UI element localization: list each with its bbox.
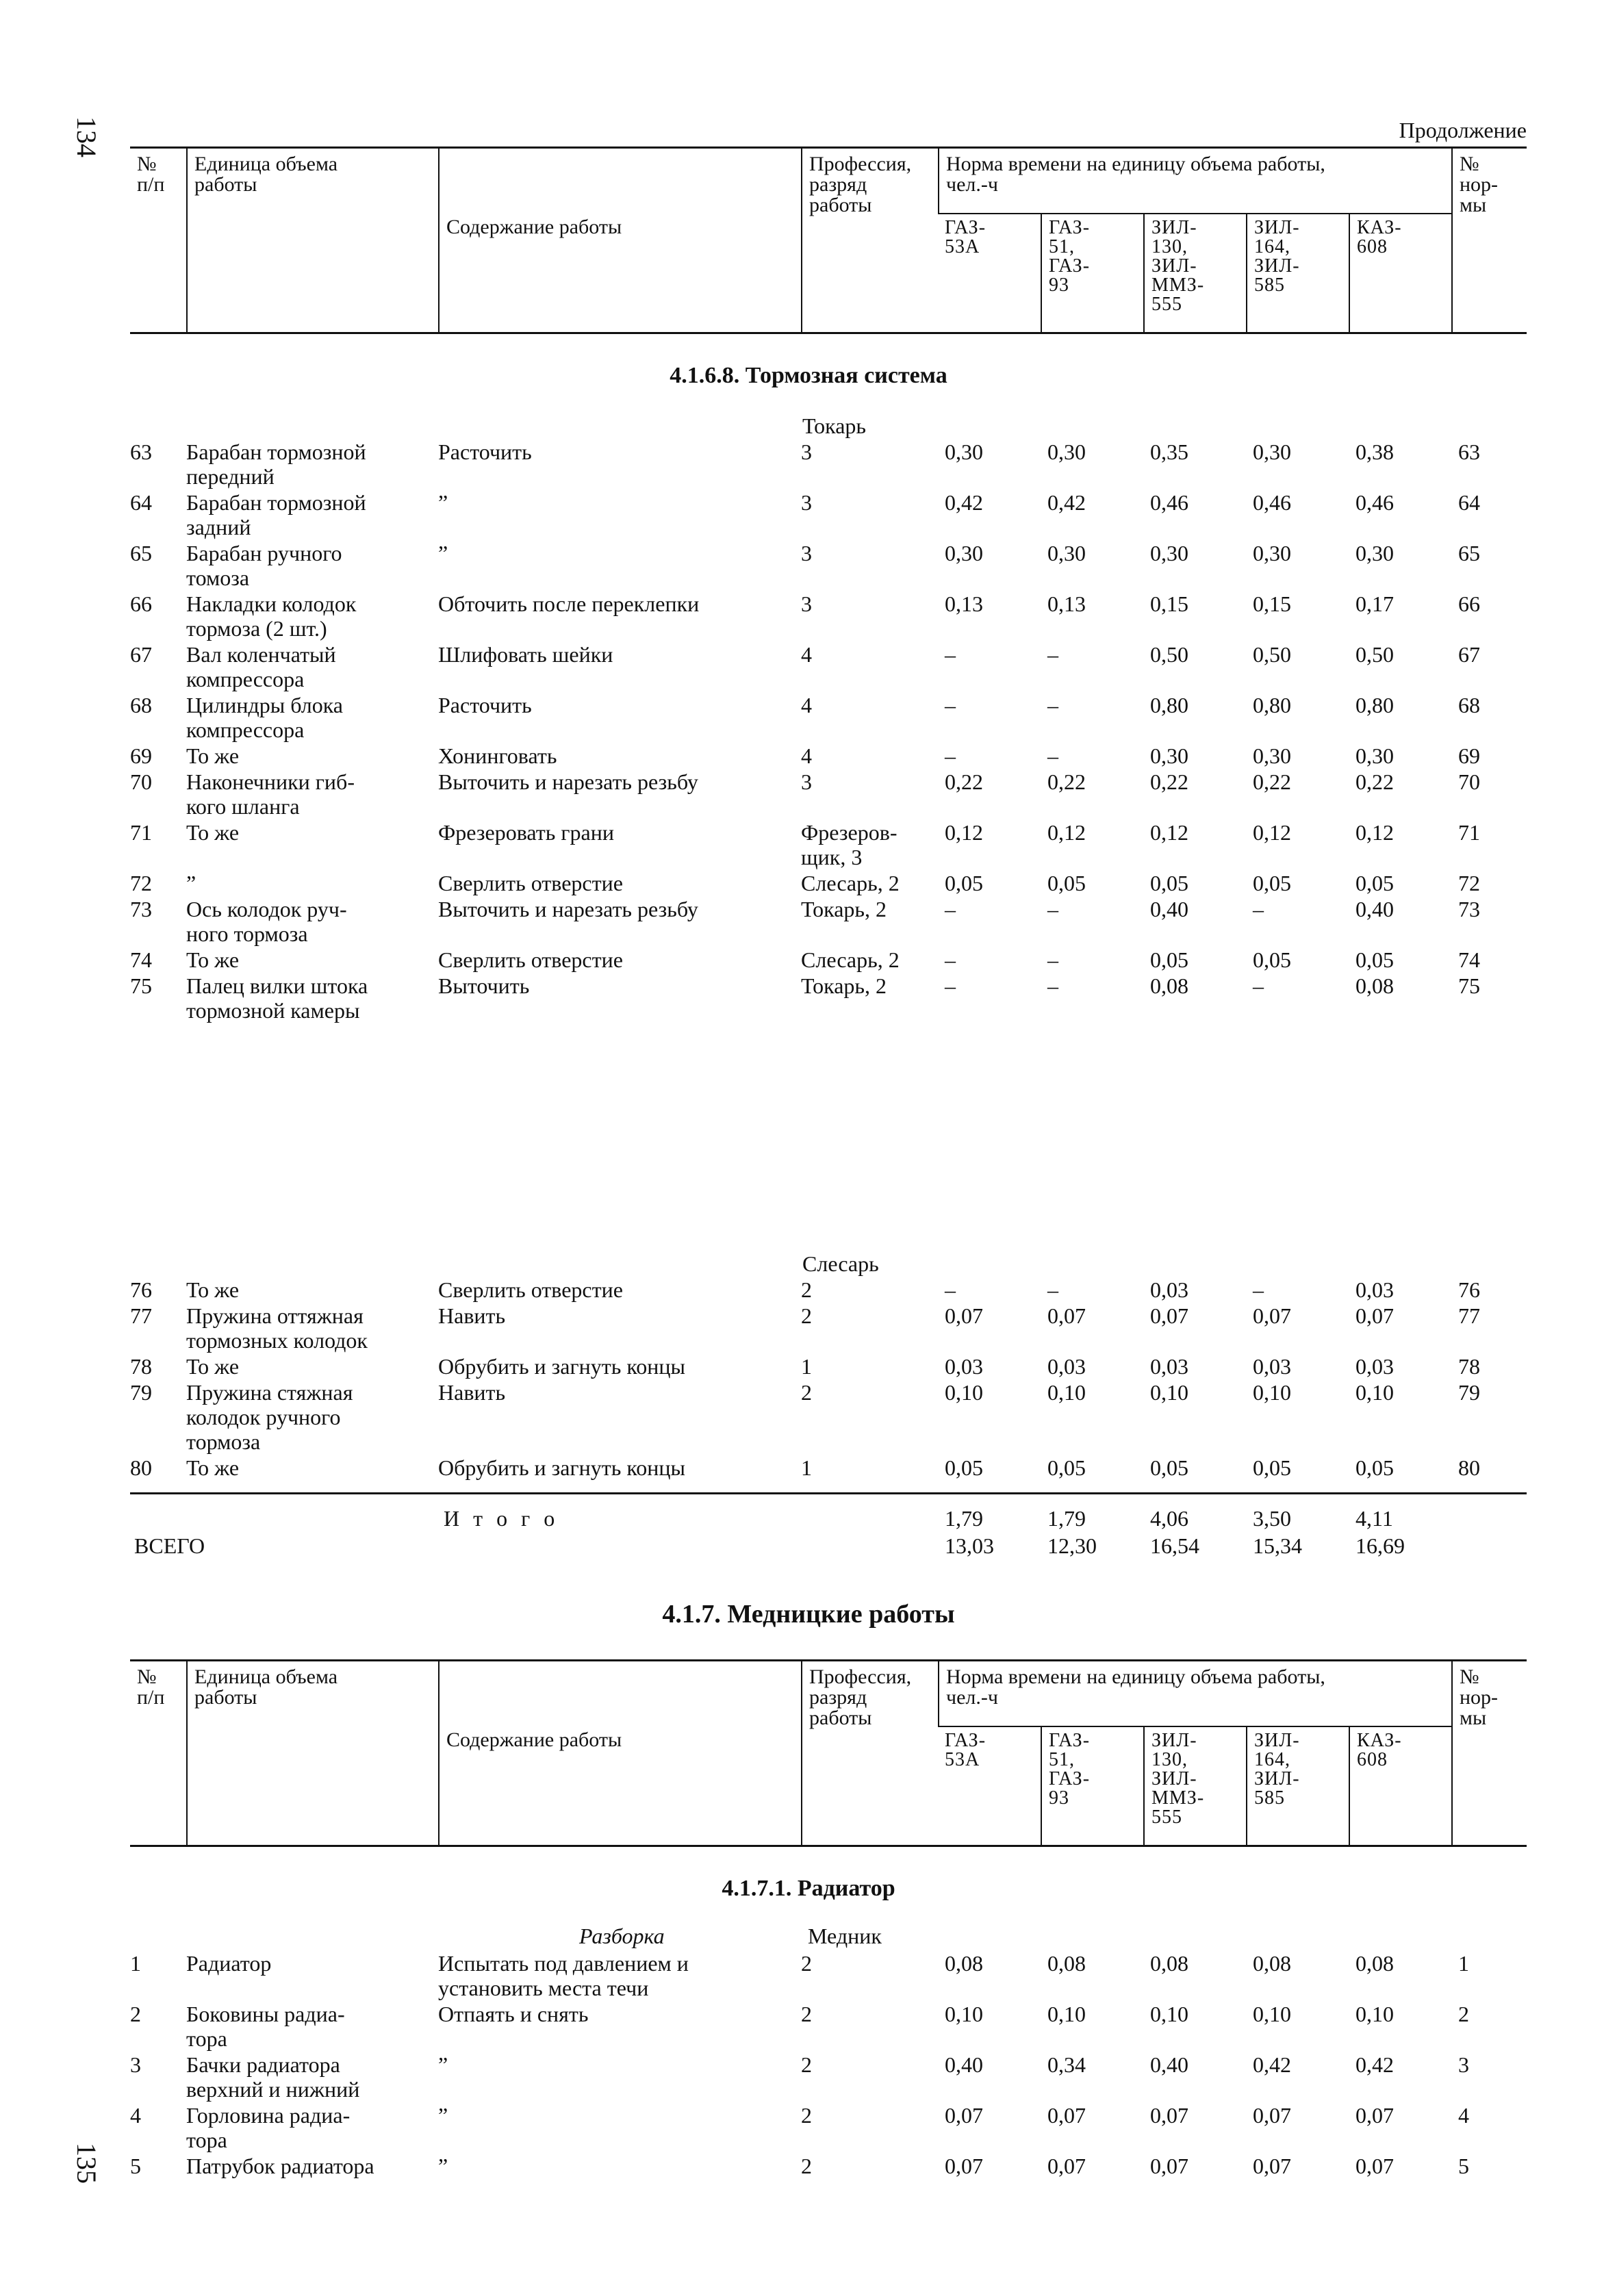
row-value: 0,42 [1047,490,1086,515]
row-unit: Бачки радиатора верхний и нижний [186,2052,360,2102]
row-value: – [945,973,956,998]
header-content: Содержание работы [438,1661,801,1845]
row-value: – [1047,642,1058,667]
row-value: 0,05 [1150,871,1188,895]
row-profession: 2 [801,1380,812,1405]
row-unit: Пружина оттяжная тормозных колодок [186,1303,368,1353]
row-value: – [945,1277,956,1302]
row-value: 0,07 [1253,2103,1291,2128]
continuation-label: Продолжение [1399,118,1527,142]
row-value: 0,07 [1253,1303,1291,1328]
row-value: 0,40 [1150,897,1188,921]
header-car-0: ГАЗ- 53А [945,1730,986,1770]
row-value: 0,80 [1355,693,1394,717]
row-value: – [1047,743,1058,768]
row-work: Обрубить и загнуть концы [438,1455,685,1480]
row-value: 0,07 [945,2154,983,2178]
row-value: 0,08 [1150,973,1188,998]
row-profession: Токарь, 2 [801,897,887,921]
row-profession: 2 [801,1303,812,1328]
row-value: 0,13 [945,591,983,616]
row-unit: Цилиндры блока компрессора [186,693,343,742]
row-value: 0,05 [1355,947,1394,972]
row-profession: 3 [801,591,812,616]
row-number: 63 [130,439,152,464]
row-value: 0,12 [945,820,983,845]
row-profession: 3 [801,439,812,464]
row-norm-number: 2 [1458,2002,1469,2026]
profession-label-turner: Токарь [802,413,866,438]
row-work: Расточить [438,693,532,717]
row-unit: Наконечники гиб- кого шланга [186,769,355,819]
row-value: 0,10 [1150,2002,1188,2026]
total-value: 3,50 [1253,1506,1291,1531]
row-value: 0,05 [1150,1455,1188,1480]
row-value: 0,10 [1253,2002,1291,2026]
row-number: 75 [130,973,152,998]
row-value: – [945,947,956,972]
row-value: 0,22 [1150,769,1188,794]
row-value: 0,38 [1355,439,1394,464]
row-number: 80 [130,1455,152,1480]
row-unit: Патрубок радиатора [186,2154,374,2178]
row-value: 0,07 [945,2103,983,2128]
row-profession: Токарь, 2 [801,973,887,998]
row-norm-number: 64 [1458,490,1480,515]
row-profession: 1 [801,1354,812,1379]
header-norm: Норма времени на единицу объема работы, чел.-ч [938,149,1451,213]
row-norm-number: 70 [1458,769,1480,794]
row-norm-number: 76 [1458,1277,1480,1302]
row-norm-number: 73 [1458,897,1480,921]
row-value: 0,03 [1150,1277,1188,1302]
header-car-3: ЗИЛ- 164, ЗИЛ- 585 [1246,213,1349,332]
row-value: – [1047,693,1058,717]
row-number: 73 [130,897,152,921]
row-value: 0,30 [1355,743,1394,768]
row-value: 0,15 [1150,591,1188,616]
row-value: 0,10 [1253,1380,1291,1405]
header-car-3: ЗИЛ- 164, ЗИЛ- 585 [1246,1726,1349,1845]
row-work: Сверлить отверстие [438,947,623,972]
row-value: 0,42 [1253,2052,1291,2077]
row-value: 0,10 [1355,2002,1394,2026]
row-value: 0,42 [1355,2052,1394,2077]
row-value: 0,08 [1047,1951,1086,1976]
row-unit: Вал коленчатый компрессора [186,642,336,691]
row-number: 66 [130,591,152,616]
row-profession: 1 [801,1455,812,1480]
row-value: 0,42 [945,490,983,515]
row-value: 0,07 [1355,2154,1394,2178]
row-unit: Палец вилки штока тормозной камеры [186,973,368,1023]
row-unit: Накладки колодок тормоза (2 шт.) [186,591,357,641]
row-value: 0,05 [1047,871,1086,895]
row-norm-number: 68 [1458,693,1480,717]
row-profession: 2 [801,2154,812,2178]
row-number: 76 [130,1277,152,1302]
header-profession: Профессия, разряд работы [801,1661,938,1845]
row-value: 0,03 [1355,1354,1394,1379]
row-work: Шлифовать шейки [438,642,613,667]
row-work: Хонинговать [438,743,557,768]
row-profession: 3 [801,769,812,794]
row-norm-number: 66 [1458,591,1480,616]
row-value: 0,22 [1047,769,1086,794]
row-value: 0,30 [945,541,983,565]
row-profession: Фрезеров- щик, 3 [801,820,897,869]
row-number: 4 [130,2103,141,2128]
group-label-disassembly: Разборка [579,1924,665,1948]
row-value: 0,30 [1150,541,1188,565]
row-value: 0,34 [1047,2052,1086,2077]
row-value: 0,05 [1253,1455,1291,1480]
row-work: Обрубить и загнуть концы [438,1354,685,1379]
row-number: 1 [130,1951,141,1976]
row-number: 65 [130,541,152,565]
row-work: Выточить и нарезать резьбу [438,769,698,794]
row-value: 0,08 [1150,1951,1188,1976]
header-car-4: КАЗ- 608 [1349,213,1451,332]
row-unit: Пружина стяжная колодок ручного тормоза [186,1380,353,1454]
row-unit: То же [186,1455,240,1480]
total-value: 16,54 [1150,1533,1199,1558]
table-header-1 [130,146,1527,334]
row-value: 0,30 [1047,541,1086,565]
header-content: Содержание работы [438,149,801,332]
row-profession: 4 [801,743,812,768]
row-profession: 3 [801,541,812,565]
header-profession: Профессия, разряд работы [801,149,938,332]
row-value: 0,17 [1355,591,1394,616]
row-number: 72 [130,871,152,895]
row-number: 67 [130,642,152,667]
total-value: 15,34 [1253,1533,1302,1558]
row-value: 0,46 [1355,490,1394,515]
row-value: 0,03 [1150,1354,1188,1379]
row-value: 0,10 [1047,1380,1086,1405]
row-value: 0,12 [1253,820,1291,845]
row-number: 77 [130,1303,152,1328]
row-value: – [1253,1277,1264,1302]
row-value: 0,12 [1150,820,1188,845]
total-value: 12,30 [1047,1533,1097,1558]
row-unit: Ось колодок руч- ного тормоза [186,897,347,946]
row-value: 0,03 [1047,1354,1086,1379]
row-number: 64 [130,490,152,515]
row-work: Сверлить отверстие [438,871,623,895]
row-value: 0,05 [945,1455,983,1480]
row-value: 0,10 [1355,1380,1394,1405]
row-value: 0,10 [1047,2002,1086,2026]
row-unit: Горловина радиа- тора [186,2103,351,2152]
header-unit: Единица объема работы [186,1661,438,1845]
row-profession: 2 [801,2002,812,2026]
row-profession: 3 [801,490,812,515]
row-norm-number: 74 [1458,947,1480,972]
row-value: 0,30 [1150,743,1188,768]
total-value: 4,11 [1355,1506,1393,1531]
row-value: 0,30 [1355,541,1394,565]
row-number: 2 [130,2002,141,2026]
row-unit: То же [186,1354,240,1379]
row-profession: 4 [801,642,812,667]
row-work: Сверлить отверстие [438,1277,623,1302]
row-value: 0,07 [1150,2103,1188,2128]
header-car-2: ЗИЛ- 130, ЗИЛ- ММЗ- 555 [1143,213,1246,332]
row-unit: Барабан тормозной задний [186,490,366,539]
row-value: 0,40 [1355,897,1394,921]
row-work: ” [438,2052,448,2077]
row-value: 0,07 [945,1303,983,1328]
page-number-top: 134 [71,116,102,157]
row-value: 0,30 [1047,439,1086,464]
row-value: 0,12 [1047,820,1086,845]
row-value: 0,12 [1355,820,1394,845]
row-profession: 2 [801,2103,812,2128]
row-number: 69 [130,743,152,768]
row-norm-number: 80 [1458,1455,1480,1480]
row-value: – [1253,897,1264,921]
row-value: – [945,693,956,717]
row-value: 0,07 [1355,1303,1394,1328]
row-value: 0,50 [1253,642,1291,667]
row-value: 0,46 [1253,490,1291,515]
row-work: Выточить и нарезать резьбу [438,897,698,921]
row-value: – [1253,973,1264,998]
row-value: 0,03 [1253,1354,1291,1379]
row-value: 0,05 [945,871,983,895]
row-norm-number: 5 [1458,2154,1469,2178]
row-norm-number: 4 [1458,2103,1469,2128]
header-car-1: ГАЗ- 51, ГАЗ- 93 [1041,213,1143,332]
row-value: – [945,743,956,768]
row-norm-number: 79 [1458,1380,1480,1405]
row-work: Навить [438,1303,506,1328]
row-norm-number: 75 [1458,973,1480,998]
row-number: 74 [130,947,152,972]
row-unit: ” [186,871,196,895]
row-value: 0,10 [945,2002,983,2026]
row-norm-number: 65 [1458,541,1480,565]
row-number: 3 [130,2052,141,2077]
row-norm-number: 69 [1458,743,1480,768]
row-value: 0,40 [945,2052,983,2077]
header-num: № п/п [137,153,165,196]
total-value: 1,79 [1047,1506,1086,1531]
row-value: 0,07 [1253,2154,1291,2178]
row-value: 0,05 [1355,1455,1394,1480]
row-work: Испытать под давлением и установить места течи [438,1951,689,2000]
row-profession: 2 [801,1951,812,1976]
row-value: 0,03 [945,1354,983,1379]
row-norm-number: 77 [1458,1303,1480,1328]
row-number: 71 [130,820,152,845]
row-value: 0,08 [1253,1951,1291,1976]
row-number: 5 [130,2154,141,2178]
section-title-radiator: 4.1.7.1. Радиатор [722,1876,895,1901]
total-value: 4,06 [1150,1506,1188,1531]
row-work: Фрезеровать грани [438,820,614,845]
row-value: 0,07 [1047,2154,1086,2178]
row-work: ” [438,2154,448,2178]
row-value: 0,46 [1150,490,1188,515]
row-work: Обточить после переклепки [438,591,700,616]
row-value: 0,07 [1047,2103,1086,2128]
row-value: 0,03 [1355,1277,1394,1302]
row-number: 78 [130,1354,152,1379]
header-car-1: ГАЗ- 51, ГАЗ- 93 [1041,1726,1143,1845]
row-value: 0,15 [1253,591,1291,616]
itogo-label: И т о г о [444,1506,559,1531]
header-norm-no: № нор- мы [1451,149,1527,332]
vsego-label: ВСЕГО [134,1533,205,1558]
row-profession: 4 [801,693,812,717]
section-title-brakes: 4.1.6.8. Тормозная система [670,363,947,388]
row-profession: 2 [801,1277,812,1302]
header-num: № п/п [137,1666,165,1709]
row-unit: Барабан тормозной передний [186,439,366,489]
header-car-2: ЗИЛ- 130, ЗИЛ- ММЗ- 555 [1143,1726,1246,1845]
row-unit: Боковины радиа- тора [186,2002,345,2051]
row-norm-number: 72 [1458,871,1480,895]
row-value: 0,07 [1150,1303,1188,1328]
rows-radiator [130,1951,1527,2180]
row-value: 0,13 [1047,591,1086,616]
row-norm-number: 67 [1458,642,1480,667]
profession-label-coppersmith: Медник [808,1924,882,1948]
row-value: 0,80 [1150,693,1188,717]
row-value: 0,30 [1253,439,1291,464]
row-unit: Барабан ручного томоза [186,541,342,590]
header-norm-no: № нор- мы [1451,1661,1527,1845]
row-number: 68 [130,693,152,717]
row-norm-number: 78 [1458,1354,1480,1379]
row-value: 0,07 [1355,2103,1394,2128]
row-work: Отпаять и снять [438,2002,589,2026]
row-work: Выточить [438,973,530,998]
row-value: 0,08 [1355,1951,1394,1976]
profession-label-fitter: Слесарь [802,1251,879,1276]
row-value: 0,35 [1150,439,1188,464]
row-value: 0,05 [1253,947,1291,972]
row-value: 0,22 [945,769,983,794]
row-value: 0,07 [1047,1303,1086,1328]
row-value: 0,05 [1047,1455,1086,1480]
header-unit: Единица объема работы [186,149,438,332]
row-value: 0,40 [1150,2052,1188,2077]
row-value: – [1047,947,1058,972]
row-value: – [1047,897,1058,921]
row-value: 0,10 [945,1380,983,1405]
row-work: ” [438,490,448,515]
total-value: 1,79 [945,1506,983,1531]
row-norm-number: 63 [1458,439,1480,464]
row-value: 0,10 [1150,1380,1188,1405]
row-value: 0,22 [1253,769,1291,794]
row-unit: То же [186,820,240,845]
row-value: – [945,642,956,667]
row-value: 0,30 [1253,743,1291,768]
row-work: ” [438,541,448,565]
row-value: 0,08 [945,1951,983,1976]
rows-brakes-2 [130,1277,1527,1481]
row-value: 0,50 [1355,642,1394,667]
row-work: Навить [438,1380,506,1405]
row-value: – [945,897,956,921]
row-value: 0,22 [1355,769,1394,794]
header-norm: Норма времени на единицу объема работы, чел.-ч [938,1661,1451,1726]
total-value: 16,69 [1355,1533,1405,1558]
row-unit: То же [186,743,240,768]
row-value: 0,05 [1253,871,1291,895]
row-profession: Слесарь, 2 [801,871,900,895]
row-value: 0,30 [945,439,983,464]
row-norm-number: 1 [1458,1951,1469,1976]
header-car-4: КАЗ- 608 [1349,1726,1451,1845]
row-value: 0,80 [1253,693,1291,717]
row-profession: Слесарь, 2 [801,947,900,972]
row-unit: То же [186,1277,240,1302]
rows-brakes-1 [130,439,1527,1024]
header-car-0: ГАЗ- 53А [945,217,986,257]
row-value: 0,05 [1150,947,1188,972]
section-title-copper: 4.1.7. Медницкие работы [662,1600,955,1629]
row-value: 0,50 [1150,642,1188,667]
total-value: 13,03 [945,1533,994,1558]
row-work: ” [438,2103,448,2128]
row-number: 70 [130,769,152,794]
row-norm-number: 71 [1458,820,1480,845]
row-unit: Радиатор [186,1951,272,1976]
row-value: – [1047,973,1058,998]
row-work: Расточить [438,439,532,464]
row-unit: То же [186,947,240,972]
row-value: 0,30 [1253,541,1291,565]
row-number: 79 [130,1380,152,1405]
row-value: – [1047,1277,1058,1302]
row-value: 0,07 [1150,2154,1188,2178]
row-norm-number: 3 [1458,2052,1469,2077]
table-header-2 [130,1659,1527,1847]
totals-divider [130,1492,1527,1494]
page-number-bottom: 135 [71,2143,102,2184]
row-value: 0,08 [1355,973,1394,998]
row-profession: 2 [801,2052,812,2077]
row-value: 0,05 [1355,871,1394,895]
